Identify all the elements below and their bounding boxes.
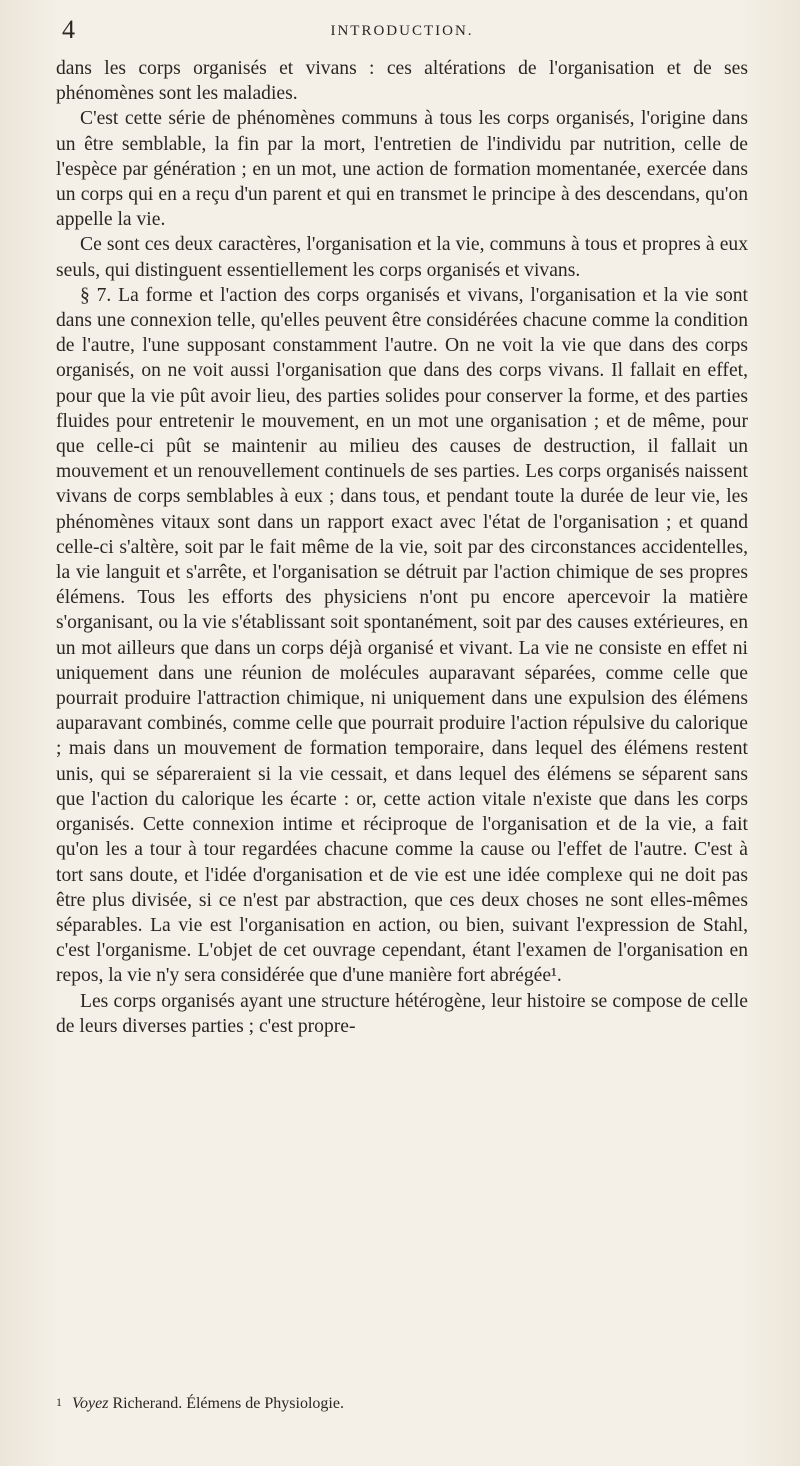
paragraph: Les corps organisés ayant une structure hétérogène, leur histoire se compose de celle de leurs diverses parties ; c'est propre- (56, 990, 748, 1037)
page-number: 4 (62, 15, 75, 44)
body-text (56, 56, 748, 1039)
footnote (56, 1391, 748, 1415)
footnote-italic: Voyez (72, 1395, 109, 1412)
page-header (62, 14, 742, 50)
paragraph: dans les corps organisés et vivans : ces altérations de l'organisation et de ses phénomènes sont les maladies. (56, 58, 748, 105)
paragraph: § 7. La forme et l'action des corps organisés et vivans, l'organisation et la vie sont dans une connexion telle, qu'elles peuvent être considérées chacune comme la condition de l'autre, l'une supposant constamment l'autre. On ne voit la vie que dans des corps organisés, on ne voit aussi l'organisation que dans des corps vivans. Il fallait en effet, pour que la vie pût avoir lieu, des parties solides pour conserver la forme, et des parties fluides pour entretenir le mouvement, en un mot une organisation ; et de même, pour que celle-ci pût se maintenir au milieu des causes de destruction, il fallait un mouvement et un renouvellement continuels de ses parties. Les corps organisés naissent vivans de corps semblables à eux ; dans tous, et pendant toute la durée de leur vie, les phénomènes vitaux sont dans un rapport exact avec l'état de l'organisation ; et quand celle-ci s'altère, soit par le fait même de la vie, soit par des circonstances accidentelles, la vie languit et s'arrête, et l'organisation se détruit par l'action chimique de ses propres élémens. Tous les efforts des physiciens n'ont pu encore apercevoir la matière s'organisant, ou la vie s'établissant soit spontanément, soit par des causes extérieures, en un mot ailleurs que dans un corps déjà organisé et vivant. La vie ne consiste en effet ni uniquement dans une réunion de molécules auparavant séparées, comme celle que pourrait produire l'attraction chimique, ni uniquement dans une expulsion des élémens auparavant combinés, comme celle que pourrait produire l'action répulsive du calorique ; mais dans un mouvement de formation temporaire, dans lequel des élémens restent unis, qui se sépareraient si la vie cessait, et dans lequel des élémens se séparent sans que l'action du calorique les écarte : or, cette action vitale n'existe que dans les corps organisés. Cette connexion intime et réciproque de l'organisation et de la vie, a fait qu'on les a tour à tour regardées chacune comme la cause ou l'effet de l'autre. C'est à tort sans doute, et l'idée d'organisation et de vie est une idée complexe qui ne doit pas être plus divisée, si ce n'est par abstraction, que ces deux choses ne sont elles-mêmes séparables. La vie est l'organisation en action, ou bien, suivant l'expression de Stahl, c'est l'organisme. L'objet de cet ouvrage cependant, étant l'examen de l'organisation en repos, la vie n'y sera considérée que d'une manière fort abrégée¹. (56, 284, 748, 987)
footnote-text: Richerand. Élémens de Physiologie. (112, 1395, 344, 1412)
paragraph: C'est cette série de phénomènes communs à tous les corps organisés, l'origine dans un être semblable, la fin par la mort, l'entretien de l'individu par nutrition, celle de l'espèce par génération ; en un mot, une action de formation momentanée, exercée dans un corps qui en a reçu d'un parent et qui en transmet le principe à des descendans, qu'on appelle la vie. (56, 108, 748, 231)
paragraph: Ce sont ces deux caractères, l'organisation et la vie, communs à tous et propres à eux seuls, qui distinguent essentiellement les corps organisés et vivans. (56, 234, 748, 281)
running-head: INTRODUCTION. (330, 23, 474, 39)
footnote-marker: 1 (56, 1395, 62, 1409)
